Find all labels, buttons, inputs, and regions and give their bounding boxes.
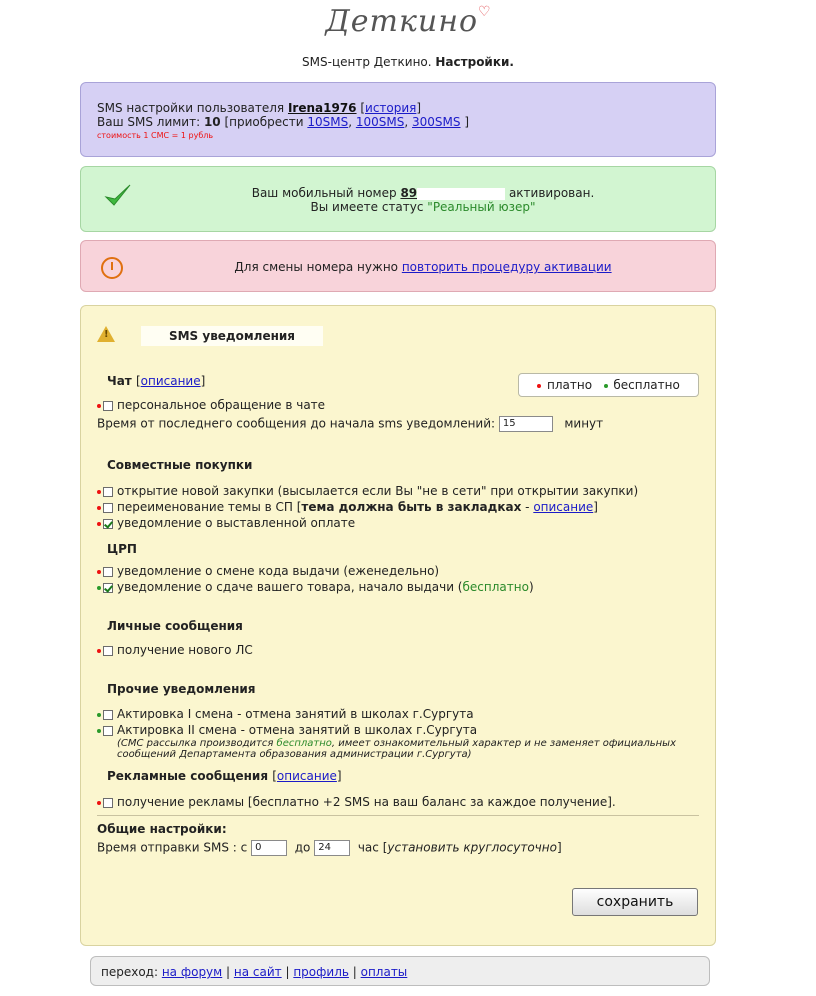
ads-checkbox[interactable] (103, 798, 113, 808)
buy-300sms-link[interactable]: 300SMS (412, 115, 461, 129)
crp-code-checkbox[interactable] (103, 567, 113, 577)
limit-line: Ваш SMS лимит: 10 [приобрести 10SMS, 100SMS, 300SMS ] (97, 115, 470, 129)
save-button[interactable]: сохранить (572, 888, 698, 916)
sms-notifications-panel (80, 305, 716, 946)
paid-dot (97, 404, 101, 408)
user-settings-box (80, 82, 716, 157)
other-shift1-checkbox[interactable] (103, 710, 113, 720)
crp-delivery-row (97, 580, 534, 594)
general-section-header: Общие настройки: (97, 822, 227, 836)
history-link[interactable]: история (365, 101, 417, 115)
footer-prefix: переход: (101, 965, 162, 979)
activation-message (141, 186, 705, 214)
page-title-bold: Настройки. (435, 55, 514, 69)
free-dot (97, 729, 101, 733)
joint-rename-sep: - (521, 500, 534, 514)
ads-header-text: Рекламные сообщения (107, 769, 269, 783)
crp-code-row (97, 564, 439, 578)
joint-rename-bold: тема должна быть в закладках (301, 500, 522, 514)
pm-section-header: Личные сообщения (107, 619, 243, 633)
buy-suffix: ] (460, 115, 470, 129)
free-dot (97, 586, 101, 590)
footer-payments-link[interactable]: оплаты (360, 965, 408, 979)
send-time-suffix: ] (556, 840, 562, 855)
change-number-text: Для смены номера нужно (234, 260, 402, 274)
footer-site-link[interactable]: на сайт (233, 965, 282, 979)
paid-dot (97, 570, 101, 574)
joint-rename-description-link[interactable]: описание (533, 500, 594, 514)
other-shift1-label: Актировка I смена - отмена занятий в школах г.Сургута (117, 707, 474, 721)
user-line-label: SMS настройки пользователя (97, 101, 288, 115)
footer-sep: | (222, 965, 234, 979)
chat-personal-row (97, 398, 325, 412)
joint-rename-label: переименование темы в СП [ (117, 500, 302, 514)
chat-delay-row (97, 416, 603, 432)
joint-payment-label: уведомление о выставленной оплате (117, 516, 356, 530)
footer-profile-link[interactable]: профиль (293, 965, 349, 979)
other-shift2-label: Актировка II смена - отмена занятий в школах г.Сургута (117, 723, 478, 737)
price-legend (518, 373, 699, 397)
joint-rename-suffix: ] (593, 500, 598, 514)
ads-section-header: Рекламные сообщения [описание] (107, 769, 342, 783)
free-dot (97, 713, 101, 717)
joint-payment-checkbox[interactable] (103, 519, 113, 529)
send-time-row (97, 840, 562, 856)
page-title-prefix: SMS-центр Деткино. (302, 55, 436, 69)
change-number-box (80, 240, 716, 292)
send-time-from-input[interactable]: 0 (251, 840, 287, 856)
username-link[interactable]: Irena1976 (287, 101, 357, 115)
paid-dot (97, 649, 101, 653)
buy-100sms-link[interactable]: 100SMS (355, 115, 405, 129)
joint-rename-checkbox[interactable] (103, 503, 113, 513)
crp-delivery-free: бесплатно (462, 580, 529, 594)
section-divider (97, 815, 699, 816)
other-note-prefix: (СМС рассылка производится (117, 738, 277, 749)
repeat-activation-link[interactable]: повторить процедуру активации (401, 260, 612, 274)
cost-note: стоимость 1 СМС = 1 рубль (97, 131, 214, 140)
clock-icon (101, 257, 123, 279)
footer-forum-link[interactable]: на форум (161, 965, 223, 979)
status-value: "Реальный юзер" (427, 200, 536, 214)
buy-10sms-link[interactable]: 10SMS (307, 115, 349, 129)
free-dot (604, 384, 608, 388)
logo-text: Деткино (325, 4, 479, 39)
legend-free: бесплатно (613, 378, 680, 392)
other-shift1-row (97, 707, 474, 721)
send-time-hour-label: час [ (357, 840, 388, 855)
heart-icon: ♡ (478, 4, 491, 20)
paid-dot (97, 490, 101, 494)
phone-number: 89 (400, 186, 418, 200)
status-label: Вы имеете статус (310, 200, 428, 214)
pm-new-checkbox[interactable] (103, 646, 113, 656)
other-note (117, 738, 676, 760)
send-time-to-label: до (294, 840, 311, 855)
buy-label: [приобрести (224, 115, 308, 129)
chat-delay-input[interactable]: 15 (499, 416, 553, 432)
notifications-title: SMS уведомления (141, 326, 323, 346)
set-allday-link[interactable]: установить круглосуточно (387, 840, 557, 855)
joint-payment-row (97, 516, 355, 530)
phone-label: Ваш мобильный номер (251, 186, 401, 200)
pm-new-label: получение нового ЛС (117, 643, 253, 657)
footer-sep: | (281, 965, 294, 979)
crp-delivery-label: уведомление о сдаче вашего товара, начало выдачи ( (117, 580, 463, 594)
site-logo (0, 4, 816, 39)
activation-status-box (80, 166, 716, 232)
other-section-header: Прочие уведомления (107, 682, 256, 696)
crp-code-label: уведомление о смене кода выдачи (еженедельно) (117, 564, 440, 578)
warning-icon (97, 326, 115, 342)
send-time-label: Время отправки SMS : с (97, 840, 248, 855)
paid-dot (97, 801, 101, 805)
crp-delivery-suffix: ) (528, 580, 534, 594)
ads-label: получение рекламы [бесплатно +2 SMS на ваш баланс за каждое получение]. (117, 795, 616, 809)
chat-delay-label: Время от последнего сообщения до начала sms уведомлений: (97, 416, 496, 431)
crp-delivery-checkbox[interactable] (103, 583, 113, 593)
activated-label: активирован. (505, 186, 595, 200)
footer-nav (90, 956, 710, 986)
joint-new-label: открытие новой закупки (высылается если Вы "не в сети" при открытии закупки) (117, 484, 639, 498)
ads-row (97, 795, 616, 809)
other-shift2-checkbox[interactable] (103, 726, 113, 736)
ads-description-link[interactable]: описание (276, 769, 337, 783)
joint-section-header: Совместные покупки (107, 458, 253, 472)
joint-new-row (97, 484, 638, 498)
chat-personal-label: персональное обращение в чате (117, 398, 326, 412)
legend-paid: платно (547, 378, 593, 392)
phone-redacted (417, 188, 505, 200)
crp-section-header: ЦРП (107, 542, 137, 556)
chat-delay-unit: минут (564, 416, 604, 431)
paid-dot (97, 506, 101, 510)
send-time-to-input[interactable]: 24 (314, 840, 350, 856)
joint-rename-row (97, 500, 598, 514)
limit-label: Ваш SMS лимит: (97, 115, 204, 129)
chat-personal-checkbox[interactable] (103, 401, 113, 411)
chat-description-link[interactable]: описание (140, 374, 201, 388)
page-title (0, 55, 816, 69)
checkmark-icon (103, 181, 133, 211)
chat-section-header: Чат [описание] (107, 374, 206, 388)
footer-sep: | (348, 965, 361, 979)
limit-value: 10 (203, 115, 221, 129)
joint-new-checkbox[interactable] (103, 487, 113, 497)
user-line: SMS настройки пользователя Irena1976 [история] (97, 101, 422, 115)
other-note-line2: сообщений Департамента образования администрации г.Сургута) (117, 749, 472, 760)
other-shift2-row (97, 723, 477, 737)
other-note-free: бесплатно (276, 738, 332, 749)
other-note-line1: , имеет ознакомительный характер и не заменяет официальных (331, 738, 676, 749)
change-number-message (141, 260, 705, 274)
chat-header-text: Чат (107, 374, 132, 388)
pm-new-row (97, 643, 253, 657)
paid-dot (537, 384, 541, 388)
paid-dot (97, 522, 101, 526)
